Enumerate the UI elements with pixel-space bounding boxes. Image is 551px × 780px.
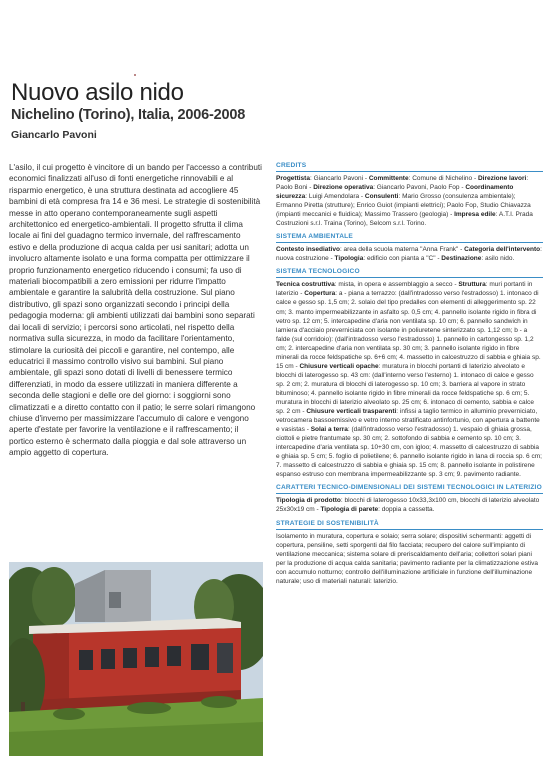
tech-value: : muratura in blocchi portanti di laterizio alveolato e blocchi di laterogesso sp. 43 cm: (dall'interno verso l'esterno) 1. intonaco di calce e gesso sp. 2 cm; 2. muratura di blocchi di laterogesso sp. 10 cm; 3. barriera al vapore in strato bituminoso; 4. pannello isolante rigido in fibre minerali da rocce feldspatiche sp. 6 cm; 5. muratura in blocchi di laterizio alveolato sp. 25 cm; 6. intonaco di cemento, sabbia e calce sp. 2 cm - bbox=[276, 362, 534, 416]
tech-value: : infissi a taglio termico in alluminio preverniciato, vetrocamera bassoemissivo e vetro interno stratificato antinfortunio, con apertura a battente e vasistas - bbox=[276, 408, 540, 434]
technological-system-text bbox=[276, 280, 543, 479]
brick-systems-text bbox=[276, 496, 543, 514]
sustainability-heading: STRATEGIE DI SOSTENIBILITÀ bbox=[276, 520, 543, 530]
environmental-system-heading: SISTEMA AMBIENTALE bbox=[276, 233, 543, 243]
tech-label: Chiusure verticali trasparenti bbox=[306, 408, 397, 416]
env-label: Contesto insediativo bbox=[276, 246, 340, 254]
credits-value: : Comune di Nichelino - bbox=[408, 175, 478, 182]
credits-label: Progettista bbox=[276, 175, 310, 182]
project-data-column bbox=[276, 162, 543, 586]
credits-label: Consulenti bbox=[364, 193, 399, 201]
technological-system-heading: SISTEMA TECNOLOGICO bbox=[276, 268, 543, 278]
tech-label: Solai a terra bbox=[310, 426, 348, 434]
credits-value: : Luigi Amendolara - bbox=[305, 193, 365, 201]
article-header bbox=[11, 80, 341, 142]
brick-label: Tipologia di prodotto bbox=[276, 497, 341, 505]
tech-value: : muri portanti in laterizio - bbox=[276, 281, 533, 298]
tech-label: Struttura bbox=[458, 281, 486, 289]
credits-label: Impresa edile bbox=[454, 211, 496, 219]
credits-text bbox=[276, 174, 543, 228]
tech-value: : mista, in opera e assemblaggio a secco - bbox=[334, 281, 459, 289]
env-value: : nuova costruzione - bbox=[276, 246, 542, 263]
tech-label: Copertura bbox=[304, 290, 336, 298]
brick-value: : doppia a cassetta. bbox=[378, 506, 435, 514]
article-author: Giancarlo Pavoni bbox=[11, 129, 97, 141]
article-subtitle: Nichelino (Torino), Italia, 2006-2008 bbox=[11, 107, 246, 123]
tech-value: : (dall'intradosso verso l'estradosso) 1. vespaio di ghiaia grossa, ciottoli e pietre frantumate sp. 30 cm; 2. sottofondo di sabbia e cemento sp. 10 cm; 3. intercapedine d'aria ventilata sp. 10+30 cm, con igloo; 4. massetto di calcestruzzo di sabbia e ghiaia sp. 5 cm; 5. foglio di polietilene; 6. pannello isolante rigido in lana di roccia sp. 6 cm; 7. massetto di calcestruzzo di sabbia e ghiaia sp. 15 cm; 8. pannello isolante in polistirene espanso estruso con membrana impermeabilizzante sp. 3 cm; 9. pavimento radiante. bbox=[276, 426, 542, 479]
building-photo bbox=[9, 562, 263, 756]
tech-label: Tecnica costruttiva bbox=[276, 281, 335, 289]
page-mark bbox=[134, 74, 136, 76]
credits-label: Committente bbox=[368, 175, 409, 182]
env-label: Categoria dell'intervento bbox=[464, 246, 541, 254]
article-title: Nuovo asilo nido bbox=[11, 79, 184, 106]
credits-heading: CREDITS bbox=[276, 162, 543, 172]
environmental-system-text bbox=[276, 245, 543, 263]
credits-label: Direzione operativa bbox=[313, 184, 374, 192]
env-value: : asilo nido. bbox=[481, 255, 515, 263]
brick-label: Tipologia di parete bbox=[320, 506, 379, 514]
env-value: : edificio con pianta a "C" - bbox=[363, 255, 442, 263]
env-label: Destinazione bbox=[441, 255, 482, 263]
brick-systems-heading: CARATTERI TECNICO-DIMENSIONALI DEI SISTEMI TECNOLOGICI IN LATERIZIO bbox=[276, 484, 543, 494]
body-paragraph: L'asilo, il cui progetto è vincitore di un bando per l'accesso a contributi economici finalizzati all'uso di fonti energetiche rinnovabili e al risparmio energetico, è una struttura destinata ad accogliere 45 bambini di età compresa fra 14 e 36 mesi. Le strategie di sostenibilità messe in atto operano contemporaneamente sugli aspetti architettonico ed energetico-ambientali. Il progetto sfrutta il clima locale ai fini del guadagno termico invernale, del raffrescamento estivo e della produzione di acqua calda per usi sanitari; adotta un involucro altamente isolato e una forma compatta per ottimizzare il proprio funzionamento energetico riducendo i consumi; fa uso di materiali biocompatibili a zero emissioni per ridurre l'impatto ambientale e garantire la salubrità della costruzione. Sul piano distributivo, gli spazi sono organizzati secondo i principi della pedagogia moderna: gli ambienti utilizzati dai bambini sono separati dai locali di servizio; i percorsi sono articolati, nel rispetto della normativa sulla sicurezza, in modo da facilitare l'orientamento, stimolare la curiosità dei piccoli e garantire, nel contempo, alle educatrici il massimo controllo visivo sui bambini. Sul piano ambientale, gli spazi sono dotati di livelli di benessere termico differenziati, in modo da essere utilizzati in maniera differente a seconda delle stagioni e delle ore del giorno: i soggiorni sono climatizzati e a diretto contatto con il patio; le serre solari rimangono chiuse d'inverno per massimizzare l'accumulo di calore e vengono aperte d'estate per favorire la ventilazione e il raffrescamento; il portico esterno è schermato dalla pioggia e dal sole attraverso un ampio aggetto di copertura. bbox=[9, 163, 262, 458]
credits-value: : Giancarlo Pavoni - bbox=[309, 175, 369, 182]
tech-label: Chiusure verticali opache bbox=[299, 362, 379, 370]
env-value: : area della scuola materna "Anna Frank" - bbox=[339, 246, 465, 254]
brick-value: : blocchi di laterogesso 10x33,3x100 cm, blocchi di laterizio alveolato 25x30x19 cm - bbox=[276, 497, 540, 514]
credits-value: : Paolo Boni - bbox=[276, 175, 529, 192]
env-label: Tipologia bbox=[334, 255, 364, 263]
credits-label: Direzione lavori bbox=[477, 175, 527, 182]
sustainability-text: Isolamento in muratura, copertura e solaio; serra solare; dispositivi schermanti: aggetti di copertura, pensiline, setti sporgenti dal filo facciata; recupero del calore sull'impianto di ventilazione meccanica; sistema solare di preriscaldamento dell'aria; collettori solari piani per la produzione di acqua calda sanitaria; pavimento radiante per la climatizzazione estiva con accumulo notturno; controllo dell'illuminazione artificiale in funzione dell'illuminazione naturale; uso di materiali naturali: laterizio. bbox=[276, 532, 538, 585]
credits-label: Coordinamento sicurezza bbox=[276, 184, 514, 201]
tech-value: : a - piana a terrazzo: (dall'intradosso verso l'estradosso) 1. intonaco di calce e gesso sp. 1,5 cm; 2. solaio del tipo predalles con elementi di alleggerimento sp. 22 cm; 3. manto impermeabilizzante in asfalto sp. 0,5 cm; 4. pannello isolante rigido in fibra di vetro sp. 12 cm; 5. intercapedine d'aria non ventilata sp. 10 cm; 6. pannello sandwich in lamiera d'acciaio preverniciata con isolante in poliuretene sinterizzato sp. 1,12 cm; b - a falde (sul corridoio): (dall'intradosso verso l'estradosso) 1. pannello in cartongesso sp. 1,2 cm; 2. intercapedine d'aria non ventilata sp. 30 cm; 3. pannello isolante rigido in fibre minerali da rocce feldspatiche sp. 6+6 cm; 4. massetto in calcestruzzo di sabbia e ghiaia sp. 15 cm - bbox=[276, 290, 541, 370]
credits-value: : Giancarlo Pavoni, Paolo Fop - bbox=[373, 184, 466, 192]
body-text-column bbox=[9, 162, 263, 459]
building-photo-image bbox=[9, 562, 263, 756]
credits-value: : A.T.I. Prada Costruzioni s.r.l. Traina (Torino), Selcom s.r.l. Torino. bbox=[276, 211, 533, 228]
credits-value: : Mario Grosso (consulenza ambientale); Ermanno Piretta (strutture); Enrico Guiot (impianti elettrici); Paolo Fop, Studio Chiavazza (impianti meccanici e fluidica); Massimo Trassero (geologia) - bbox=[276, 193, 531, 219]
